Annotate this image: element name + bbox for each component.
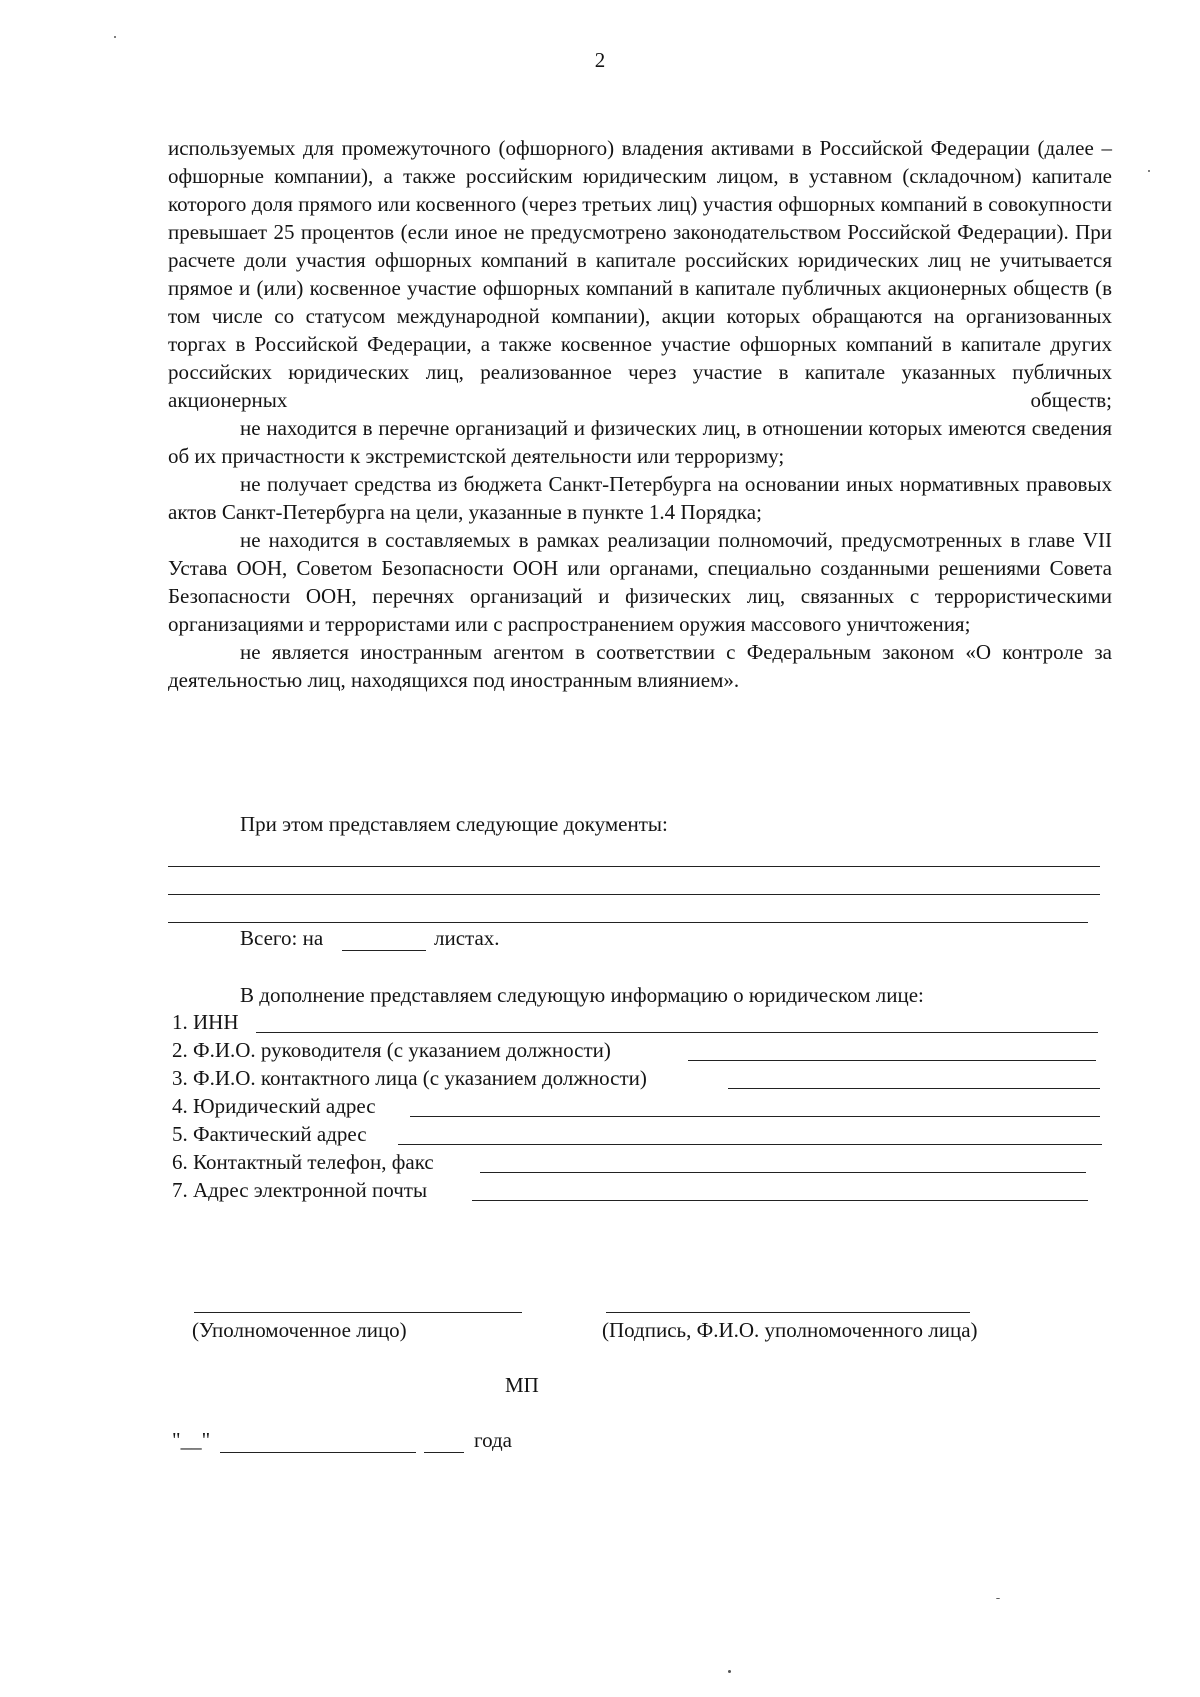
actual-address-field[interactable] <box>398 1144 1102 1145</box>
stamp-label: МП <box>505 1373 539 1397</box>
info-item-legal-address: 4. Юридический адрес <box>172 1094 376 1118</box>
inn-field[interactable] <box>256 1032 1098 1033</box>
date-month-field[interactable] <box>220 1452 416 1453</box>
signature-caption: (Подпись, Ф.И.О. уполномоченного лица) <box>602 1318 978 1342</box>
signature-line[interactable] <box>606 1312 970 1313</box>
body-text <box>168 134 1112 694</box>
paragraph-un-lists: не находится в составляемых в рамках реализации полномочий, предусмотренных в главе VII Устава ООН, Советом Безопасности ООН или органами, специально созданными решениями Совета Безопасности ООН, перечнях организаций и физических лиц, связанных с террористическими организациями и террористами или с распространением оружия массового уничтожения; <box>168 528 1112 636</box>
paragraph-extremism: не находится в перечне организаций и физических лиц, в отношении которых имеются сведения об их причастности к экстремистской деятельности или терроризму; <box>168 416 1112 468</box>
scan-speck <box>728 1670 731 1673</box>
info-item-contact-person: 3. Ф.И.О. контактного лица (с указанием должности) <box>172 1066 647 1090</box>
paragraph-offshore: используемых для промежуточного (офшорного) владения активами в Российской Федерации (далее – офшорные компании), а также российским юридическим лицом, в уставном (складочном) капитале которого доля прямого или косвенного (через третьих лиц) участия офшорных компаний в совокупности превышает 25 процентов (если иное не предусмотрено законодательством Российской Федерации). При расчете доли участия офшорных компаний в капитале российских юридических лиц не учитывается прямое и (или) косвенное участие офшорных компаний в капитале публичных акционерных обществ (в том числе со статусом международной компании), акции которых обращаются на организованных торгах в Российской Федерации, а также косвенное участие офшорных компаний в капитале других российских юридических лиц, реализованное через участие в капитале указанных публичных акционерных обществ; <box>168 136 1112 412</box>
page-number: 2 <box>594 48 606 72</box>
info-item-inn: 1. ИНН <box>172 1010 239 1034</box>
date-year-field[interactable] <box>424 1452 464 1453</box>
total-sheets-prefix: Всего: на <box>240 926 324 950</box>
scan-speck <box>996 1598 1000 1599</box>
info-item-director: 2. Ф.И.О. руководителя (с указанием должности) <box>172 1038 611 1062</box>
contact-person-field[interactable] <box>728 1088 1100 1089</box>
authorized-person-line[interactable] <box>194 1312 522 1313</box>
authorized-person-caption: (Уполномоченное лицо) <box>192 1318 407 1342</box>
info-item-email: 7. Адрес электронной почты <box>172 1178 428 1202</box>
total-sheets-suffix: листах. <box>434 926 500 950</box>
info-item-actual-address: 5. Фактический адрес <box>172 1122 367 1146</box>
documents-intro: При этом представляем следующие документы: <box>240 812 668 836</box>
year-label: года <box>474 1428 512 1452</box>
legal-address-field[interactable] <box>410 1116 1100 1117</box>
scan-speck <box>1148 170 1150 172</box>
info-item-phone-fax: 6. Контактный телефон, факс <box>172 1150 434 1174</box>
documents-line-2[interactable] <box>168 894 1100 895</box>
total-sheets-field[interactable] <box>342 950 426 951</box>
paragraph-foreign-agent: не является иностранным агентом в соответствии с Федеральным законом «О контроле за деятельностью лиц, находящихся под иностранным влиянием». <box>168 640 1112 692</box>
info-intro: В дополнение представляем следующую информацию о юридическом лице: <box>240 983 924 1007</box>
director-field[interactable] <box>688 1060 1096 1061</box>
scan-speck <box>114 36 116 38</box>
documents-line-3[interactable] <box>168 922 1088 923</box>
documents-line-1[interactable] <box>168 866 1100 867</box>
email-field[interactable] <box>472 1200 1088 1201</box>
phone-fax-field[interactable] <box>480 1172 1086 1173</box>
paragraph-budget: не получает средства из бюджета Санкт-Петербурга на основании иных нормативных правовых актов Санкт-Петербурга на цели, указанные в пункте 1.4 Порядка; <box>168 472 1112 524</box>
date-day-quotes: "__" <box>172 1428 211 1452</box>
